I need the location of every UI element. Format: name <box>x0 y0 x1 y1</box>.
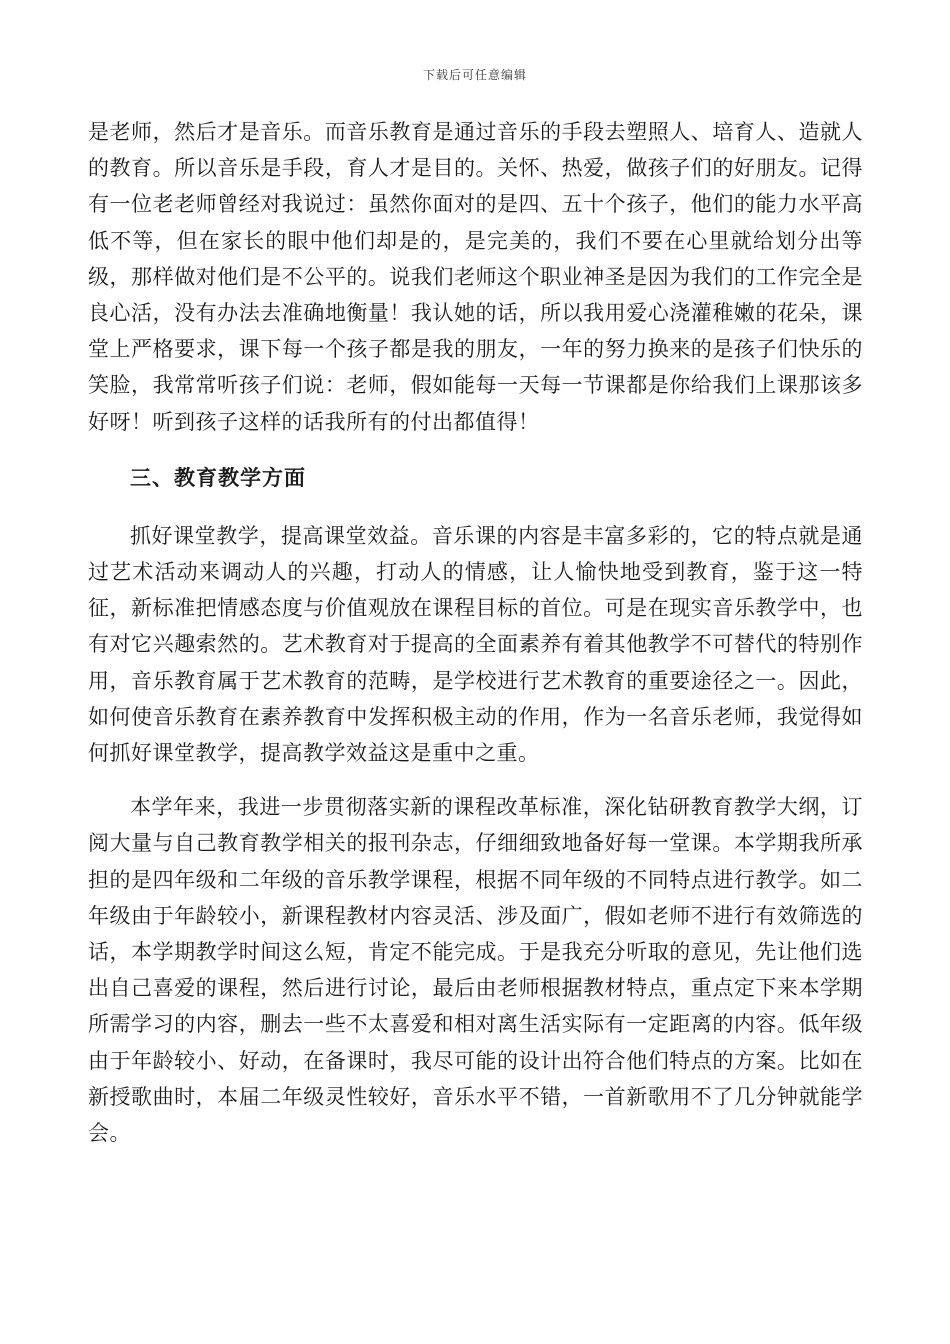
paragraph-school-year: 本学年来，我进一步贯彻落实新的课程改革标准，深化钻研教育教学大纲，订阅大量与自己教育教学相关的报刊杂志，仔细细致地备好每一堂课。本学期我所承担的是四年级和二年级的音乐教学课程，根据不同年级的不同特点进行教学。如二年级由于年龄较小，新课程教材内容灵活、涉及面广，假如老师不进行有效筛选的话，本学期教学时间这么短，肯定不能完成。于是我充分听取的意见，先让他们选出自己喜爱的课程，然后进行讨论，最后由老师根据教材特点，重点定下来本学期所需学习的内容，删去一些不太喜爱和相对离生活实际有一定距离的内容。低年级由于年龄较小、好动，在备课时，我尽可能的设计出符合他们特点的方案。比如在新授歌曲时，本届二年级灵性较好，音乐水平不错，一首新歌用不了几分钟就能学会。 <box>88 795 863 1146</box>
paragraph-classroom-teaching: 抓好课堂教学，提高课堂效益。音乐课的内容是丰富多彩的，它的特点就是通过艺术活动来调动人的兴趣，打动人的情感，让人愉快地受到教育，鉴于这一特征，新标准把情感态度与价值观放在课程目标的首位。可是在现实音乐教学中，也有对它兴趣索然的。艺术教育对于提高的全面素养有着其他教学不可替代的特别作用，音乐教育属于艺术教育的范畴，是学校进行艺术教育的重要途径之一。因此，如何使音乐教育在素养教育中发挥积极主动的作用，作为一名音乐老师，我觉得如何抓好课堂教学，提高教学效益这是重中之重。 <box>88 523 863 766</box>
page-header: 下载后可任意编辑 <box>422 68 527 82</box>
section-heading: 三、教育教学方面 <box>130 464 306 490</box>
paragraph-gap <box>88 771 863 789</box>
paragraph-continued: 是老师，然后才是音乐。而音乐教育是通过音乐的手段去塑照人、培育人、造就人的教育。所以音乐是手段，育人才是目的。关怀、热爱，做孩子们的好朋友。记得有一位老老师曾经对我说过：虽然你面对的是四、五十个孩子，他们的能力水平高低不等，但在家长的眼中他们却是的，是完美的，我们不要在心里就给划分出等级，那样做对他们是不公平的。说我们老师这个职业神圣是因为我们的工作完全是良心活，没有办法去准确地衡量！我认她的话，所以我用爱心浇灌稚嫩的花朵，课堂上严格要求，课下每一个孩子都是我的朋友，一年的努力换来的是孩子们快乐的笑脸，我常常听孩子们说：老师，假如能每一天每一节课都是你给我们上课那该多好呀！听到孩子这样的话我所有的付出都值得！ <box>88 120 863 434</box>
document-body <box>88 114 863 1151</box>
